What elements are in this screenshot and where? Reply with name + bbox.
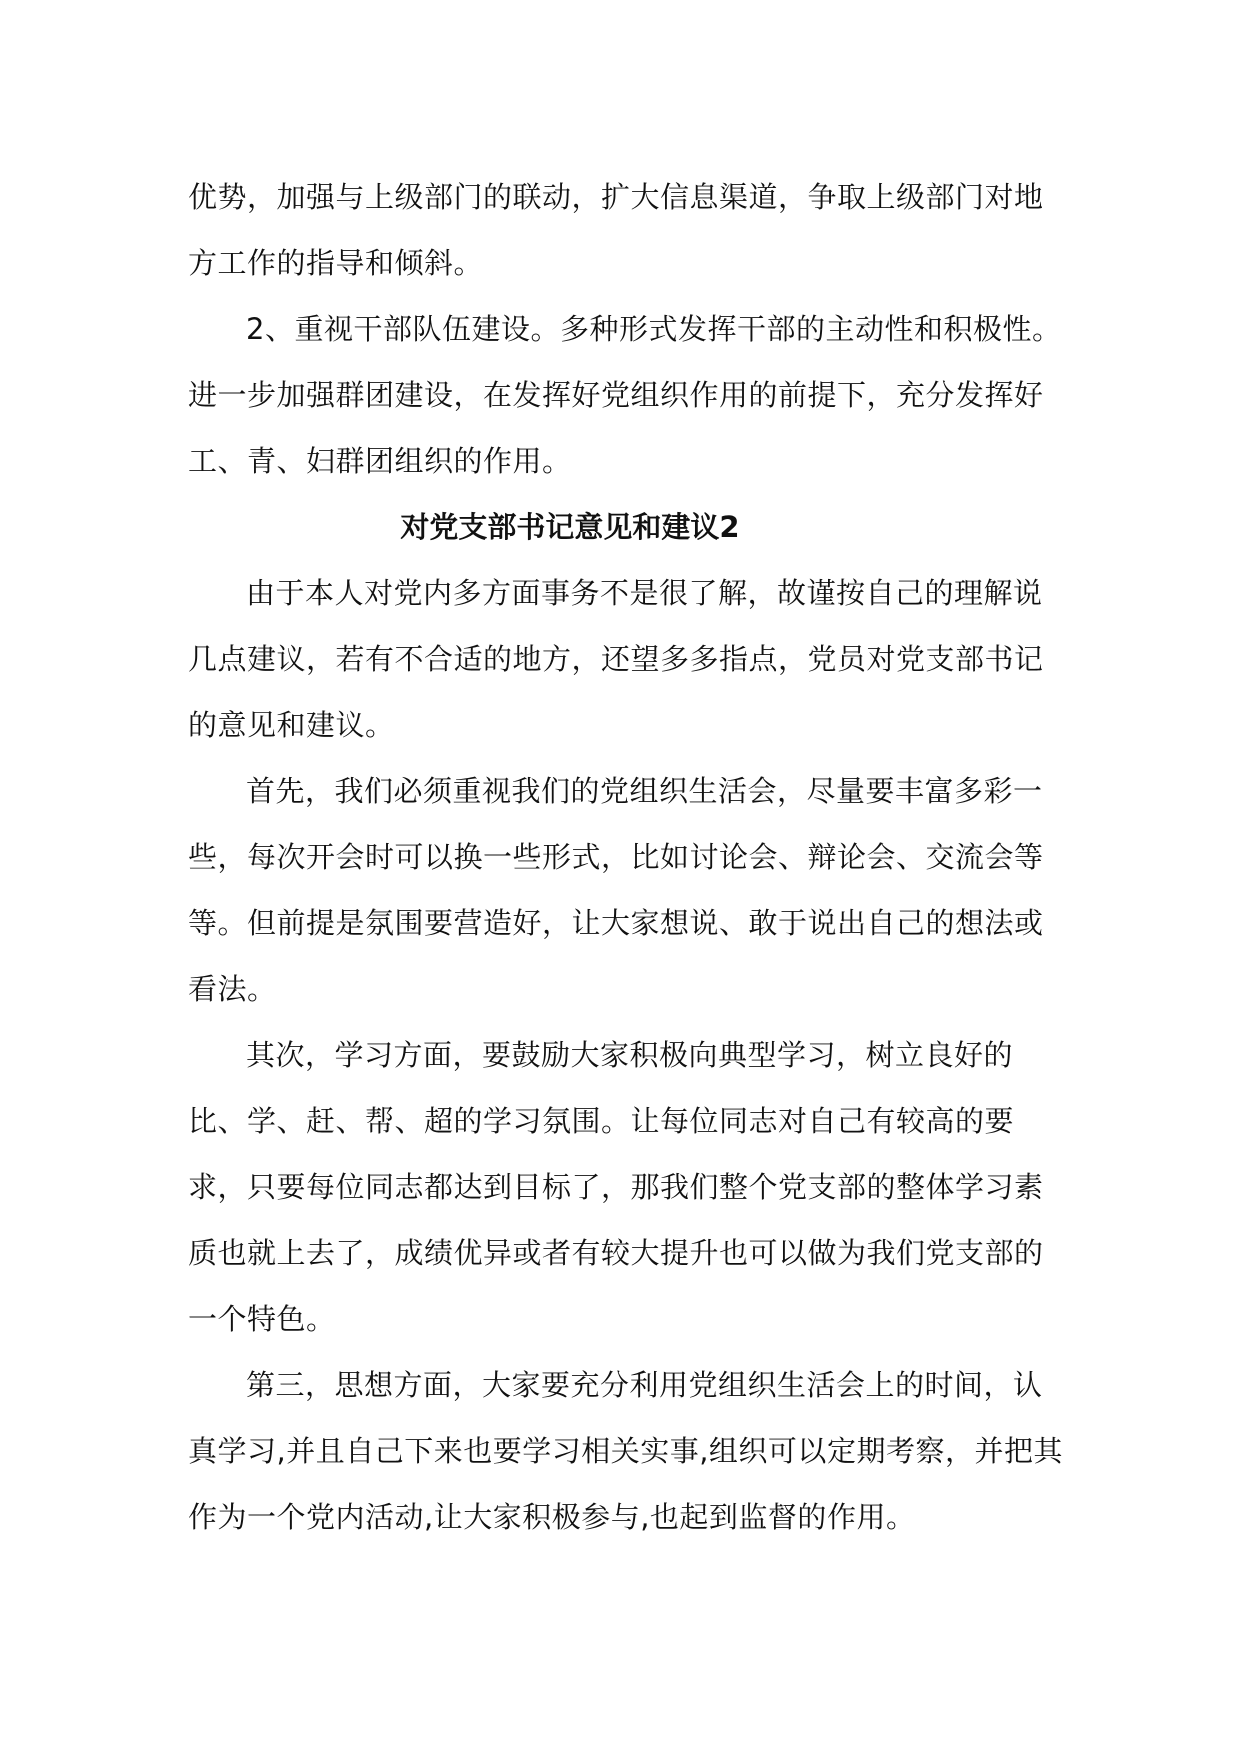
- paragraph-line: 看法。: [188, 972, 277, 1006]
- document-body: [188, 164, 1068, 1550]
- paragraph-line: 些，每次开会时可以换一些形式，比如讨论会、辩论会、交流会等: [188, 840, 1044, 874]
- paragraph-line: 作为一个党内活动,让大家积极参与,也起到监督的作用。: [188, 1500, 916, 1534]
- paragraph-3: [188, 560, 1068, 758]
- paragraph-line: 2、重视干部队伍建设。多种形式发挥干部的主动性和积极性。: [246, 312, 1062, 346]
- paragraph-line: 几点建议，若有不合适的地方，还望多多指点，党员对党支部书记: [188, 642, 1044, 676]
- paragraph-5: [188, 1022, 1068, 1352]
- paragraph-line: 比、学、赶、帮、超的学习氛围。让每位同志对自己有较高的要: [188, 1104, 1015, 1138]
- paragraph-line: 方工作的指导和倾斜。: [188, 246, 484, 280]
- paragraph-line: 一个特色。: [188, 1302, 336, 1336]
- paragraph-4: [188, 758, 1068, 1022]
- paragraph-line: 其次，学习方面，要鼓励大家积极向典型学习，树立良好的: [246, 1038, 1014, 1072]
- section-heading: 对党支部书记意见和建议2: [400, 510, 740, 544]
- paragraph-line: 等。但前提是氛围要营造好，让大家想说、敢于说出自己的想法或: [188, 906, 1044, 940]
- paragraph-6: [188, 1352, 1068, 1550]
- paragraph-line: 进一步加强群团建设，在发挥好党组织作用的前提下，充分发挥好: [188, 378, 1044, 412]
- paragraph-1: [188, 164, 1068, 296]
- paragraph-line: 真学习,并且自己下来也要学习相关实事,组织可以定期考察，并把其: [188, 1434, 1063, 1468]
- paragraph-line: 由于本人对党内多方面事务不是很了解，故谨按自己的理解说: [246, 576, 1043, 610]
- paragraph-2: [188, 296, 1068, 494]
- paragraph-line: 第三，思想方面，大家要充分利用党组织生活会上的时间，认: [246, 1368, 1043, 1402]
- paragraph-line: 求，只要每位同志都达到目标了，那我们整个党支部的整体学习素: [188, 1170, 1044, 1204]
- paragraph-line: 质也就上去了，成绩优异或者有较大提升也可以做为我们党支部的: [188, 1236, 1044, 1270]
- paragraph-line: 优势，加强与上级部门的联动，扩大信息渠道，争取上级部门对地: [188, 180, 1044, 214]
- paragraph-line: 首先，我们必须重视我们的党组织生活会，尽量要丰富多彩一: [246, 774, 1043, 808]
- paragraph-line: 的意见和建议。: [188, 708, 395, 742]
- paragraph-line: 工、青、妇群团组织的作用。: [188, 444, 572, 478]
